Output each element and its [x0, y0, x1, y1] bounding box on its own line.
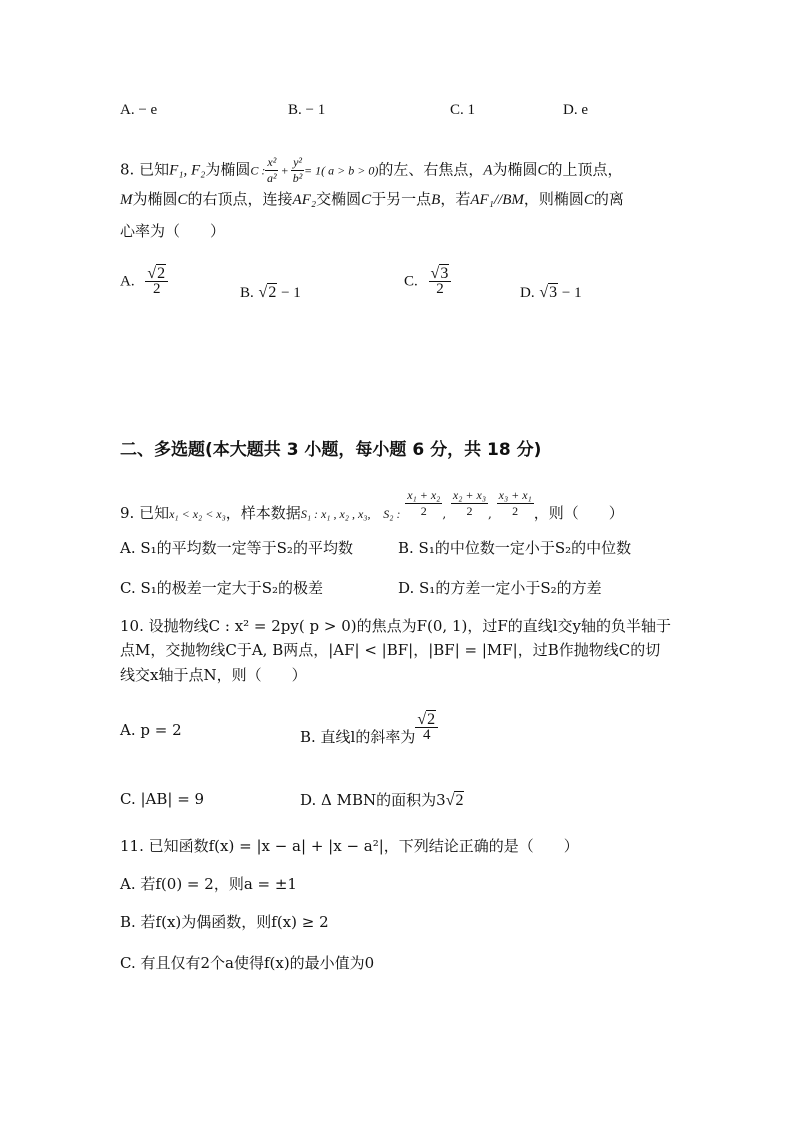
q8-option-a: [120, 266, 168, 297]
q8-denominator: 2: [436, 281, 444, 297]
q9-fraction-3: [497, 488, 534, 519]
q9-frac-den: 2: [466, 504, 473, 518]
q8-option-b-label: B.: [240, 285, 254, 301]
q8-var: A: [483, 162, 493, 179]
q8-radicand: 2: [268, 284, 277, 301]
q9-inequality: x₁ < x₂ < x₃: [169, 506, 226, 521]
q10-slope-fraction: $\frac{√2}{4}$: [415, 712, 438, 743]
q8-var: C: [537, 162, 548, 179]
q9-stem: 9. 已知$_{x_1 < x_2 < x_3}$，样本数据$_{S_1 : x_1 , x_2 , x_3,}$ $_{S_2 :}$ $\frac{\text{x₁ + x₂}}{2}$ $_,$ $\frac{\text{x₂ + x₃}}{2}$ $_,$ $\frac{\text{x₃ + x₁}}{2}$ ，则（ ）: [120, 488, 624, 522]
q8-radicand: 3: [549, 284, 558, 301]
section-heading: 二、多选题(本大题共 3 小题，每小题 6 分，共 18 分): [120, 440, 542, 460]
q8-text: ，则椭圆: [523, 190, 584, 208]
q7-option-a: A. − e: [120, 102, 158, 118]
q11-line-1: 11. 已知函数f(x) = |x − a| + |x − a²|，下列结论正确的是（ ）: [120, 837, 579, 855]
q8-text: 的上顶点，: [547, 160, 623, 179]
q9-fraction-2: [451, 488, 488, 519]
q8-foci: F₁, F₂: [169, 162, 206, 179]
q8-option-b-tail: − 1: [277, 285, 301, 301]
q10-radicand: 2: [455, 792, 464, 809]
q9-frac-num: x₃ + x₁: [498, 488, 532, 502]
q8-option-b: B. √2 − 1: [240, 284, 301, 301]
q8-var: AF₁//BM: [470, 192, 524, 208]
q9-option-c: C. S₁的极差一定大于S₂的极差: [120, 579, 324, 597]
q8-text: 交椭圆: [316, 190, 362, 208]
q8-option-d-label: D.: [520, 285, 535, 301]
q7-option-b: B. − 1: [288, 102, 326, 118]
q11-option-a: A. 若f(0) = 2，则a = ±1: [120, 875, 297, 893]
q7-option-d: D. e: [563, 102, 588, 118]
q10-line-3: 线交x轴于点N，则（ ）: [120, 666, 307, 684]
q8-denominator: 2: [153, 281, 161, 297]
q10-line-2: 点M，交抛物线C于A, B两点，|AF| < |BF|，|BF| = |MF|，过B作抛物线C的切: [120, 641, 661, 659]
q8-option-c-label: C.: [404, 273, 418, 290]
q9-sample-s2: S₂ :: [383, 506, 401, 521]
q8-lead: 8. 已知: [120, 160, 170, 179]
q8-text: 的离: [593, 190, 624, 208]
q10-option-d-text: D. Δ MBN的面积为3: [300, 791, 446, 809]
q9-lead: 9. 已知: [120, 503, 170, 522]
q8-radicand: 2: [157, 265, 166, 282]
q8-line-1: 8. 已知F₁, F₂为椭圆C : $\frac{\text{x²}}{\text{a²}}$ + $\frac{\text{y²}}{\text{b²}}$ = 1( a > b > 0)的左、右焦点，A为椭圆C的上顶点，: [120, 155, 623, 185]
q11-option-b: B. 若f(x)为偶函数，则f(x) ≥ 2: [120, 913, 329, 931]
q9-frac-den: 2: [512, 504, 519, 518]
q8-option-a-fraction: $\frac{√2}{2}$: [145, 266, 168, 297]
q8-var: AF₂: [292, 192, 317, 208]
q9-text: ，样本数据: [225, 503, 301, 522]
q8-text: 的左、右焦点，: [378, 160, 484, 179]
q10-option-d: D. Δ MBN的面积为3√2: [300, 791, 464, 809]
q8-var: C: [583, 192, 594, 208]
q7-option-c: C. 1: [450, 102, 476, 118]
q8-option-d-tail: − 1: [558, 285, 582, 301]
q9-option-b: B. S₁的中位数一定小于S₂的中位数: [398, 539, 632, 557]
q8-option-d: D. √3 − 1: [520, 284, 582, 301]
q9-option-d: D. S₁的方差一定小于S₂的方差: [398, 579, 602, 597]
q8-line-2: [120, 189, 624, 210]
q8-x-fraction: $\frac{\text{x²}}{\text{a²}}$: [267, 155, 277, 185]
q9-option-a: A. S₁的平均数一定等于S₂的平均数: [120, 539, 353, 557]
q8-option-c-fraction: $\frac{√3}{2}$: [429, 266, 452, 297]
q9-frac-num: x₁ + x₂: [407, 488, 441, 502]
q9-frac-num: x₂ + x₃: [452, 488, 487, 502]
q8-var: M: [120, 192, 133, 208]
q8-var: B: [431, 192, 441, 208]
q8-text: 为椭圆: [492, 160, 538, 179]
q8-option-c: [404, 266, 451, 297]
q8-text: ，若: [440, 190, 471, 208]
q10-option-a: A. p = 2: [120, 721, 182, 739]
q10-line-1: 10. 设抛物线C : x² = 2py( p > 0)的焦点为F(0, 1)，过F的直线l交y轴的负半轴于: [120, 617, 672, 635]
q10-option-b: [300, 711, 438, 746]
q9-frac-den: 2: [420, 504, 427, 518]
q8-radicand: 3: [440, 265, 449, 282]
q8-var: C: [361, 192, 372, 208]
q9-sample-s1: S₁ : x₁ , x₂ , x₃,: [300, 506, 371, 521]
q8-y-fraction: $\frac{\text{y²}}{\text{b²}}$: [292, 155, 303, 185]
q9-fraction-1: [405, 488, 442, 519]
q11-option-c: C. 有且仅有2个a使得f(x)的最小值为0: [120, 954, 375, 972]
q8-var: C: [177, 192, 188, 208]
q9-tail: ，则（ ）: [533, 503, 624, 522]
q8-text: 于另一点: [371, 190, 432, 208]
q8-ellipse-cond: = 1( a > b > 0): [304, 163, 379, 178]
q10-radicand: 2: [427, 711, 436, 728]
q10-denominator: 4: [423, 727, 431, 743]
q8-text: 的右顶点，连接: [187, 190, 293, 208]
q8-ellipse-name: C :: [250, 163, 266, 178]
q8-text: 为椭圆: [132, 190, 178, 208]
q8-line-3: 心率为（ ）: [120, 222, 226, 240]
q10-option-c: C. |AB| = 9: [120, 790, 205, 808]
q8-text: 为椭圆: [205, 160, 251, 179]
q10-option-b-text: B. 直线l的斜率为: [300, 727, 416, 746]
q8-option-a-label: A.: [120, 273, 135, 290]
